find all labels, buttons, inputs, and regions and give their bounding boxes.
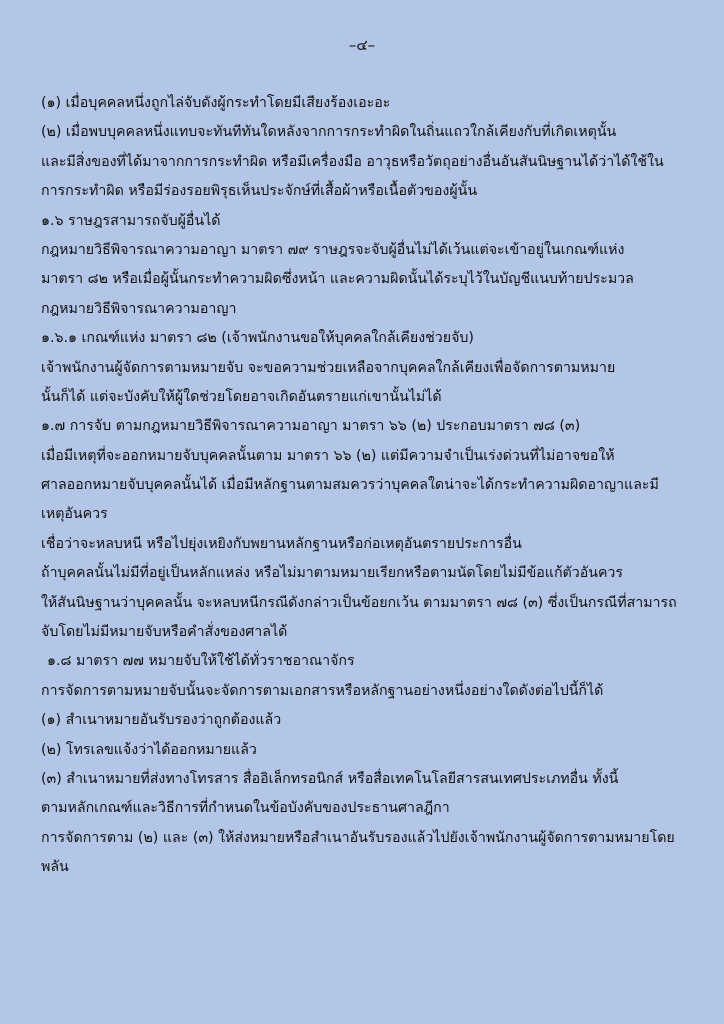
- text-line: เหตุอันควร: [41, 506, 108, 523]
- section-heading: ๑.๘ มาตรา ๗๗ หมายจับให้ใช้ได้ทั่วราชอาณาจักร: [47, 653, 355, 670]
- section-heading: ๑.๖ ราษฎรสามารถจับผู้อื่นได้: [41, 212, 221, 229]
- text-line: เมื่อมีเหตุที่จะออกหมายจับบุคคลนั้นตาม มาตรา ๖๖ (๒) แต่มีความจำเป็นเร่งด่วนที่ไม่อาจขอให้: [41, 447, 615, 464]
- text-line: การจัดการตามหมายจับนั้นจะจัดการตามเอกสารหรือหลักฐานอย่างหนึ่งอย่างใดดังต่อไปนี้ก็ได้: [41, 682, 604, 699]
- text-line: กฎหมายวิธีพิจารณาความอาญา: [41, 300, 237, 317]
- page-number: –๔–: [348, 36, 376, 54]
- text-line: (๑) สำเนาหมายอันรับรองว่าถูกต้องแล้ว: [41, 712, 282, 729]
- text-line: (๓) สำเนาหมายที่ส่งทางโทรสาร สื่ออิเล็กทรอนิกส์ หรือสื่อเทคโนโลยีสารสนเทศประเภทอื่น ทั้งนี้: [41, 770, 619, 787]
- text-line: การกระทำผิด หรือมีร่องรอยพิรุธเห็นประจักษ์ที่เสื้อผ้าหรือเนื้อตัวของผู้นั้น: [41, 183, 478, 200]
- text-line: ตามหลักเกณฑ์และวิธีการที่กำหนดในข้อบังคับของประธานศาลฎีกา: [41, 800, 450, 817]
- text-line: พลัน: [41, 859, 69, 876]
- text-line: กฎหมายวิธีพิจารณาความอาญา มาตรา ๗๙ ราษฎรจะจับผู้อื่นไม่ได้เว้นแต่จะเข้าอยู่ในเกณฑ์แห่ง: [41, 241, 625, 258]
- text-line: จับโดยไม่มีหมายจับหรือคำสั่งของศาลได้: [41, 624, 288, 641]
- text-line: และมีสิ่งของที่ได้มาจากการกระทำผิด หรือมีเครื่องมือ อาวุธหรือวัตถุอย่างอื่นอันสันนิษฐานได้ว่าได้ใช้ใน: [41, 153, 664, 170]
- text-line: การจัดการตาม (๒) และ (๓) ให้ส่งหมายหรือสำเนาอันรับรองแล้วไปยังเจ้าพนักงานผู้จัดการตามหมายโดย: [41, 829, 675, 846]
- text-line: มาตรา ๘๒ หรือเมื่อผู้นั้นกระทำความผิดซึ่งหน้า และความผิดนั้นได้ระบุไว้ในบัญชีแนบท้ายประมวล: [41, 271, 634, 288]
- section-heading: ๑.๖.๑ เกณฑ์แห่ง มาตรา ๘๒ (เจ้าพนักงานขอให้บุคคลใกล้เคียงช่วยจับ): [41, 330, 474, 347]
- text-line: นั้นก็ได้ แต่จะบังคับให้ผู้ใดช่วยโดยอาจเกิดอันตรายแก่เขานั้นไม่ได้: [41, 388, 442, 405]
- text-line: ศาลออกหมายจับบุคคลนั้นได้ เมื่อมีหลักฐานตามสมควรว่าบุคคลใดน่าจะได้กระทำความผิดอาญาและมี: [41, 477, 659, 494]
- text-line: ถ้าบุคคลนั้นไม่มีที่อยู่เป็นหลักแหล่ง หรือไม่มาตามหมายเรียกหรือตามนัดโดยไม่มีข้อแก้ตัวอันควร: [41, 565, 624, 582]
- text-line: ให้สันนิษฐานว่าบุคคลนั้น จะหลบหนีกรณีดังกล่าวเป็นข้อยกเว้น ตามมาตรา ๗๘ (๓) ซึ่งเป็นกรณีที่สามารถ: [41, 594, 677, 611]
- document-body: [41, 89, 701, 883]
- section-heading: ๑.๗ การจับ ตามกฎหมายวิธีพิจารณาความอาญา มาตรา ๖๖ (๒) ประกอบมาตรา ๗๘ (๓): [41, 418, 581, 435]
- text-line: (๒) โทรเลขแจ้งว่าได้ออกหมายแล้ว: [41, 741, 257, 758]
- text-line: (๑) เมื่อบุคคลหนึ่งถูกไล่จับดังผู้กระทำโดยมีเสียงร้องเอะอะ: [41, 95, 391, 111]
- text-line: เชื่อว่าจะหลบหนี หรือไปยุ่งเหยิงกับพยานหลักฐานหรือก่อเหตุอันตรายประการอื่น: [41, 535, 522, 552]
- text-line: เจ้าพนักงานผู้จัดการตามหมายจับ จะขอความช่วยเหลือจากบุคคลใกล้เคียงเพื่อจัดการตามหมาย: [41, 359, 616, 376]
- text-line: (๒) เมื่อพบบุคคลหนึ่งแทบจะทันทีทันใดหลังจากการกระทำผิดในถิ่นแถวใกล้เคียงกับที่เกิดเหตุนั้น: [41, 124, 617, 141]
